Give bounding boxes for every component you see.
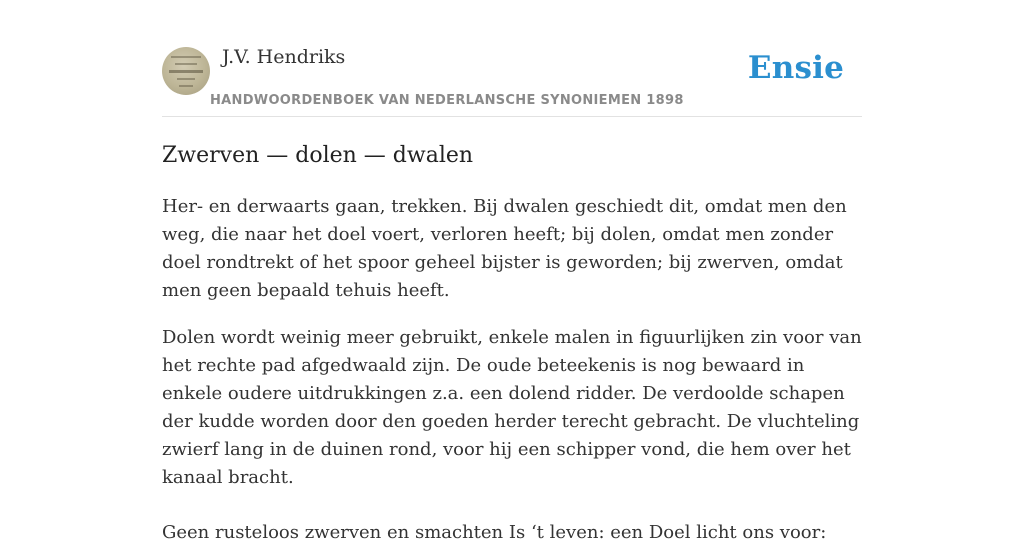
author-name[interactable]: J.V. Hendriks xyxy=(222,46,346,68)
book-cover-avatar[interactable] xyxy=(162,47,210,95)
page-container xyxy=(162,0,862,547)
header xyxy=(162,0,862,117)
entry-paragraph-1: Her- en derwaarts gaan, trekken. Bij dwalen geschiedt dit, omdat men den weg, die naar het doel voert, verloren heeft; bij dolen, omdat men zonder doel rondtrekt of het spoor geheel bijster is geworden; bij zwerven, omdat men geen bepaald tehuis heeft. xyxy=(162,196,847,301)
brand-logo[interactable]: Ensie xyxy=(747,50,844,86)
entry-title: Zwerven — dolen — dwalen xyxy=(162,143,474,168)
entry-quote: Geen rusteloos zwerven en smachten Is ‘t leven: een Doel licht ons voor: xyxy=(162,522,827,543)
entry-paragraph-2: Dolen wordt weinig meer gebruikt, enkele malen in figuurlijken zin voor van het rechte pad afgedwaald zijn. De oude beteekenis is nog bewaard in enkele oudere uitdrukkingen z.a. een dolend ridder. De verdoolde schapen der kudde worden door den goeden herder terecht gebracht. De vluchteling zwierf lang in de duinen rond, voor hij een schipper vond, die hem over het kanaal bracht. xyxy=(162,327,862,488)
source-title[interactable]: HANDWOORDENBOEK VAN NEDERLANSCHE SYNONIEMEN 1898 xyxy=(210,93,684,108)
